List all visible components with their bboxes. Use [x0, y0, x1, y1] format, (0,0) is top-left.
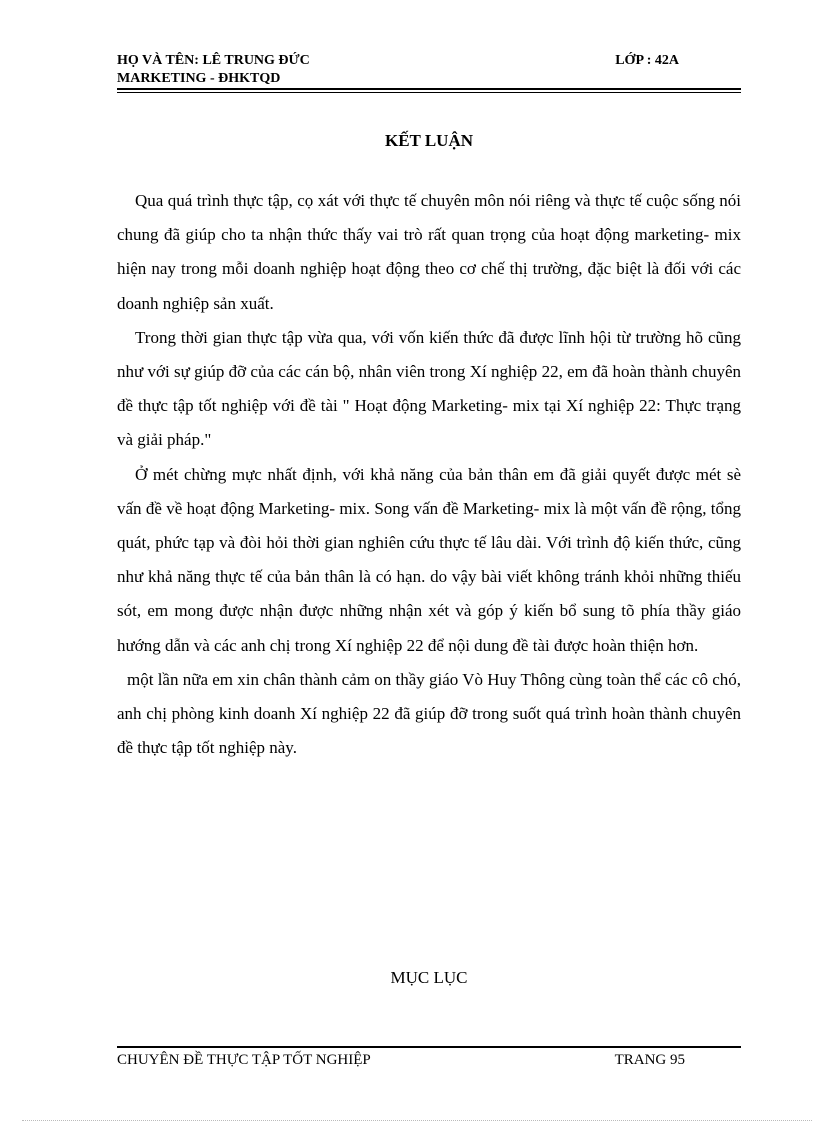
paragraph-2: Trong thời gian thực tập vừa qua, với vốn kiến thức đã được lĩnh hội từ trường hõ cũng như với sự giúp đỡ của các cán bộ, nhân viên trong Xí nghiệp 22, em đã hoàn thành chuyên đề thực tập tốt nghiệp với đề tài " Hoạt động Marketing- mix tại Xí nghiệp 22: Thực trạng và giải pháp.": [117, 327, 741, 450]
paragraph-4: một lần nữa em xin chân thành cảm on thầy giáo Vò Huy Thông cùng toàn thể các cô chó, anh chị phòng kinh doanh Xí nghiệp 22 đã giúp đỡ trong suốt quá trình hoàn thành chuyên đề thực tập tốt nghiệp này.: [117, 669, 741, 758]
paragraph-1: Qua quá trình thực tập, cọ xát với thực tế chuyên môn nói riêng và thực tế cuộc sống nói chung đã giúp cho ta nhận thức thấy vai trò rất quan trọng của hoạt động marketing- mix hiện nay trong mỗi doanh nghiệp hoạt động theo cơ chế thị trường, đặc biệt là đối với các doanh nghiệp sản xuất.: [117, 191, 741, 313]
paragraph-3: Ở mét chừng mực nhất định, với khả năng của bản thân em đã giải quyết được mét sè vấn đề về hoạt động Marketing- mix. Song vấn đề Marketing- mix là một vấn đề rộng, tổng quát, phức tạp và đòi hỏi thời gian nghiên cứu thực tế lâu dài. Với trình độ kiến thức, cũng như khả năng thực tế của bản thân là có hạn. do vậy bài viết không tránh khỏi những thiếu sót, em mong được nhận được những nhận xét và góp ý kiến bổ sung tõ phía thầy giáo hướng dẫn và các anh chị trong Xí nghiệp 22 để nội dung đề tài được hoàn thiện hơn.: [117, 464, 741, 655]
header-divider: [117, 88, 741, 93]
footer-divider: [117, 1046, 741, 1048]
page-footer: [117, 1052, 741, 1069]
header-class: LỚP : 42A: [615, 53, 679, 68]
page-header: [117, 52, 741, 88]
conclusion-body: [117, 184, 741, 765]
page-number: TRANG 95: [614, 1052, 685, 1068]
table-of-contents-heading: MỤC LỤC: [390, 968, 468, 987]
header-department: MARKETING - ĐHKTQD: [117, 71, 281, 86]
header-author: HỌ VÀ TÊN: LÊ TRUNG ĐỨC: [117, 53, 310, 68]
page-edge-divider: [22, 1120, 812, 1121]
page-title: KẾT LUẬN: [384, 131, 473, 150]
footer-label: CHUYÊN ĐỀ THỰC TẬP TỐT NGHIỆP: [117, 1052, 371, 1068]
